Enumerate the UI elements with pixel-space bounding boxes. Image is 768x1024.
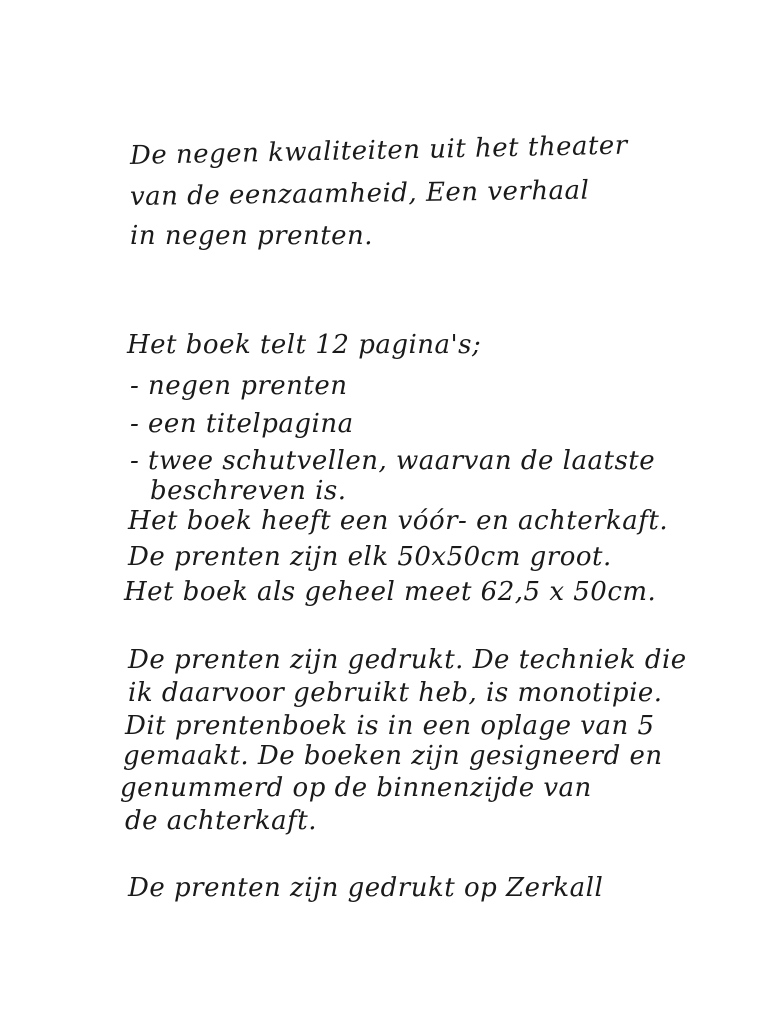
list-item: - negen prenten	[130, 371, 348, 401]
text-line: De negen kwaliteiten uit het theater	[129, 130, 628, 171]
text-line: genummerd op de binnenzijde van	[120, 773, 592, 803]
text-line: De prenten zijn gedrukt op Zerkall	[128, 873, 604, 903]
text-line: Het boek heeft een vóór- en achterkaft.	[128, 506, 669, 536]
text-line: van de eenzaamheid, Een verhaal	[129, 175, 590, 212]
text-line: Het boek als geheel meet 62,5 x 50cm.	[124, 577, 657, 607]
text-line: ik daarvoor gebruikt heb, is monotipie.	[128, 678, 663, 708]
text-line: gemaakt. De boeken zijn gesigneerd en	[123, 741, 663, 771]
text-line: in negen prenten.	[130, 221, 374, 251]
list-item-continuation: beschreven is.	[150, 476, 347, 506]
list-item: - twee schutvellen, waarvan de laatste	[130, 446, 656, 476]
text-line: Het boek telt 12 pagina's;	[127, 330, 482, 360]
text-line: de achterkaft.	[125, 806, 317, 836]
list-item: - een titelpagina	[130, 409, 354, 439]
text-line: De prenten zijn elk 50x50cm groot.	[128, 542, 612, 572]
text-line: Dit prentenboek is in een oplage van 5	[125, 711, 655, 741]
text-line: De prenten zijn gedrukt. De techniek die	[128, 645, 687, 675]
